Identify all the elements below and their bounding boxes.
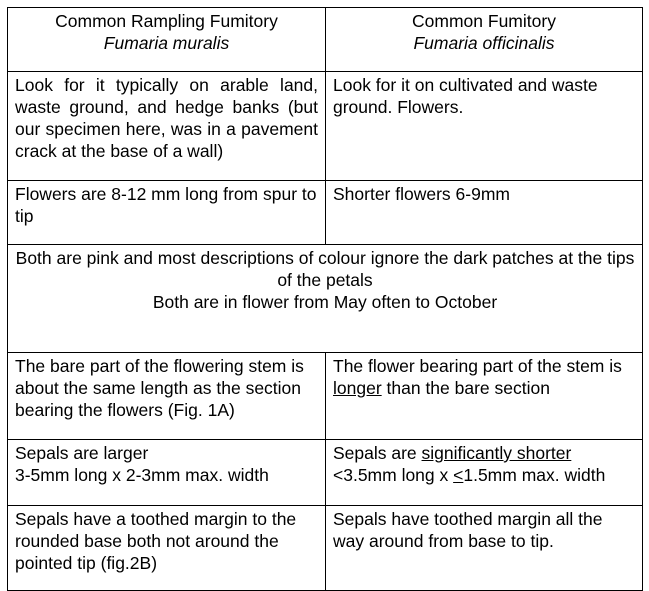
habitat-officinalis: Look for it on cultivated and waste ground. Flowers. <box>326 72 643 181</box>
species-common-name: Common Fumitory <box>412 11 556 31</box>
shared-traits-cell <box>8 245 643 353</box>
sepal-margin-officinalis: Sepals have toothed margin all the way around from base to tip. <box>326 506 643 591</box>
sepal-size-line1: Sepals are larger <box>15 443 149 463</box>
stem-underlined-word: longer <box>333 378 382 398</box>
habitat-muralis: Look for it typically on arable land, waste ground, and hedge banks (but our specimen here, was in a pavement crack at the base of a wall) <box>8 72 326 181</box>
header-row <box>8 8 643 72</box>
sepal-size-underlined-symbol: < <box>453 465 464 485</box>
sepal-size-line1 <box>333 442 635 464</box>
header-cell-muralis <box>8 8 326 72</box>
sepal-size-line2-start: <3.5mm long x <box>333 465 454 485</box>
header-cell-officinalis <box>326 8 643 72</box>
species-latin-name: Fumaria muralis <box>103 33 230 53</box>
sepal-margin-muralis: Sepals have a toothed margin to the rounded base both not around the pointed tip (fig.2B) <box>8 506 326 591</box>
sepal-size-officinalis <box>326 440 643 506</box>
sepal-size-row <box>8 440 643 506</box>
stem-text-end: than the bare section <box>381 378 550 398</box>
comparison-table <box>7 7 643 591</box>
species-common-name: Common Rampling Fumitory <box>55 11 278 31</box>
shared-flowering-note: Both are in flower from May often to October <box>152 292 498 312</box>
stem-officinalis <box>326 353 643 440</box>
flower-size-officinalis: Shorter flowers 6-9mm <box>326 181 643 245</box>
sepal-size-line2-end: 1.5mm max. width <box>463 465 606 485</box>
stem-row <box>8 353 643 440</box>
flower-size-row <box>8 181 643 245</box>
habitat-row <box>8 72 643 181</box>
species-latin-name: Fumaria officinalis <box>413 33 555 53</box>
sepal-size-text-start: Sepals are <box>333 443 422 463</box>
sepal-size-muralis <box>8 440 326 506</box>
shared-traits-row <box>8 245 643 353</box>
sepal-size-line2 <box>333 464 635 486</box>
stem-text-start: The flower bearing part of the stem is <box>333 356 622 376</box>
sepal-size-line2: 3-5mm long x 2-3mm max. width <box>15 465 269 485</box>
sepal-margin-row <box>8 506 643 591</box>
stem-muralis: The bare part of the flowering stem is about the same length as the section bearing the flowers (Fig. 1A) <box>8 353 326 440</box>
flower-size-muralis: Flowers are 8-12 mm long from spur to tip <box>8 181 326 245</box>
sepal-size-underlined: significantly shorter <box>421 443 572 463</box>
shared-colour-note: Both are pink and most descriptions of colour ignore the dark patches at the tips of the petals <box>15 248 635 290</box>
